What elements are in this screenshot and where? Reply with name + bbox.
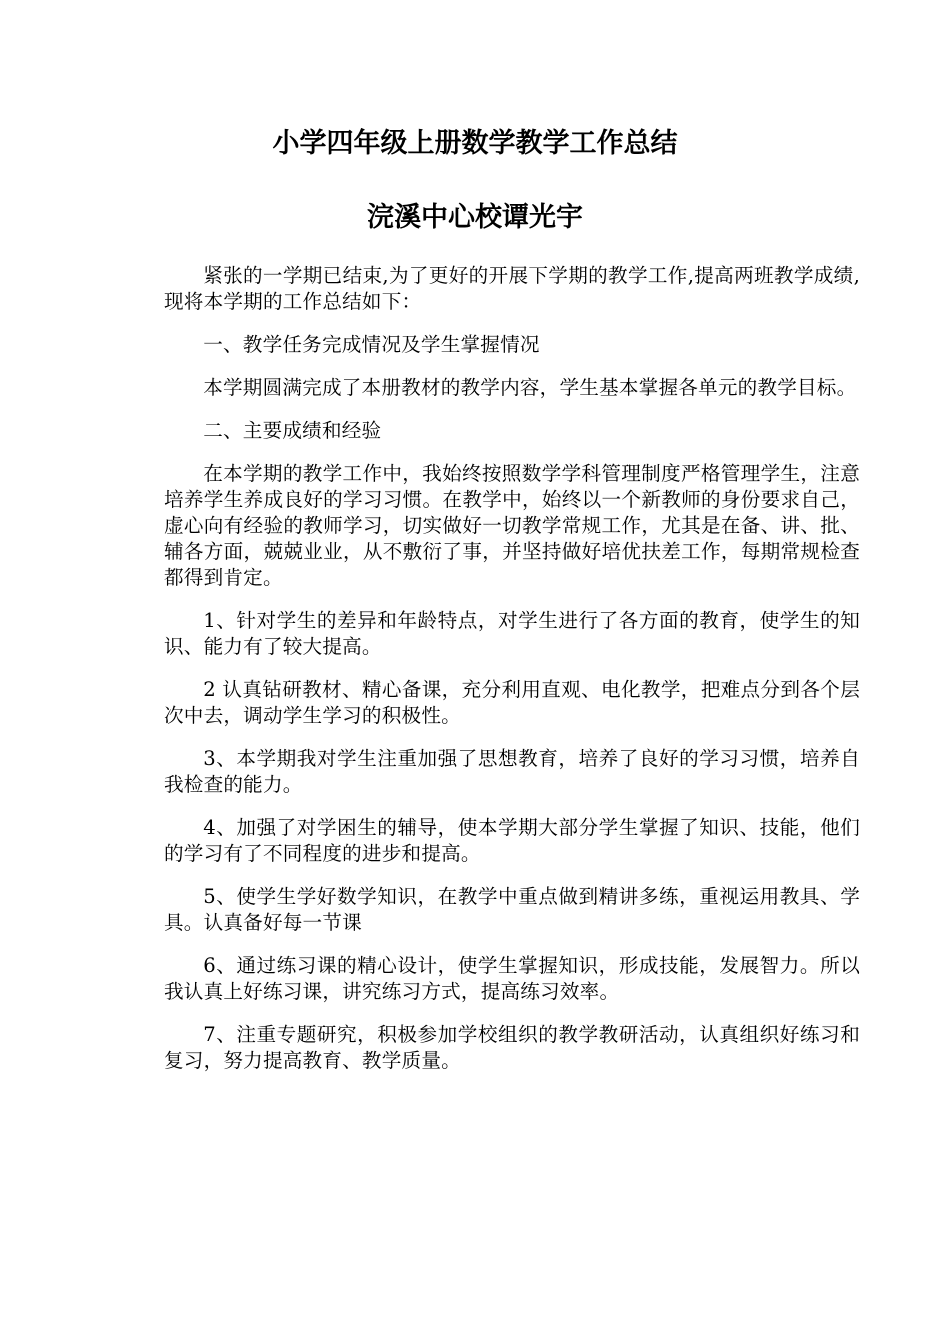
- document-body: [164, 263, 860, 1091]
- section-heading-1: 一、教学任务完成情况及学生掌握情况: [203, 333, 540, 356]
- author-line: 浣溪中心校谭光宇: [367, 202, 583, 233]
- body-paragraph: 本学期圆满完成了本册教材的教学内容，学生基本掌握各单元的教学目标。: [203, 376, 857, 399]
- list-item-3: 3、本学期我对学生注重加强了思想教育，培养了良好的学习习惯，培养自我检查的能力。: [164, 747, 860, 796]
- list-item-5: 5、使学生学好数学知识，在教学中重点做到精讲多练，重视运用教具、学具。认真备好每一节课: [164, 885, 860, 934]
- section-heading-2: 二、主要成绩和经验: [203, 419, 382, 442]
- list-item-7: 7、注重专题研究，积极参加学校组织的教学教研活动，认真组织好练习和复习，努力提高教育、教学质量。: [164, 1023, 860, 1072]
- body-paragraph: 在本学期的教学工作中，我始终按照数学学科管理制度严格管理学生，注意培养学生养成良好的学习习惯。在教学中，始终以一个新教师的身份要求自己，虚心向有经验的教师学习，切实做好一切教学常规工作，尤其是在备、讲、批、辅各方面，兢兢业业，从不敷衍了事，并坚持做好培优扶差工作，每期常规检查都得到肯定。: [164, 462, 860, 589]
- document-title: 小学四年级上册数学教学工作总结: [272, 128, 678, 159]
- list-item-4: 4、加强了对学困生的辅导，使本学期大部分学生掌握了知识、技能，他们的学习有了不同程度的进步和提高。: [164, 816, 860, 865]
- intro-paragraph: 紧张的一学期已结束,为了更好的开展下学期的教学工作,提高两班教学成绩,现将本学期的工作总结如下：: [164, 264, 860, 313]
- list-item-1: 1、针对学生的差异和年龄特点，对学生进行了各方面的教育，使学生的知识、能力有了较大提高。: [164, 609, 860, 658]
- list-item-6: 6、通过练习课的精心设计，使学生掌握知识，形成技能，发展智力。所以我认真上好练习课，讲究练习方式，提高练习效率。: [164, 954, 860, 1003]
- list-item-2: 2 认真钻研教材、精心备课，充分利用直观、电化教学，把难点分到各个层次中去，调动学生学习的积极性。: [164, 678, 860, 727]
